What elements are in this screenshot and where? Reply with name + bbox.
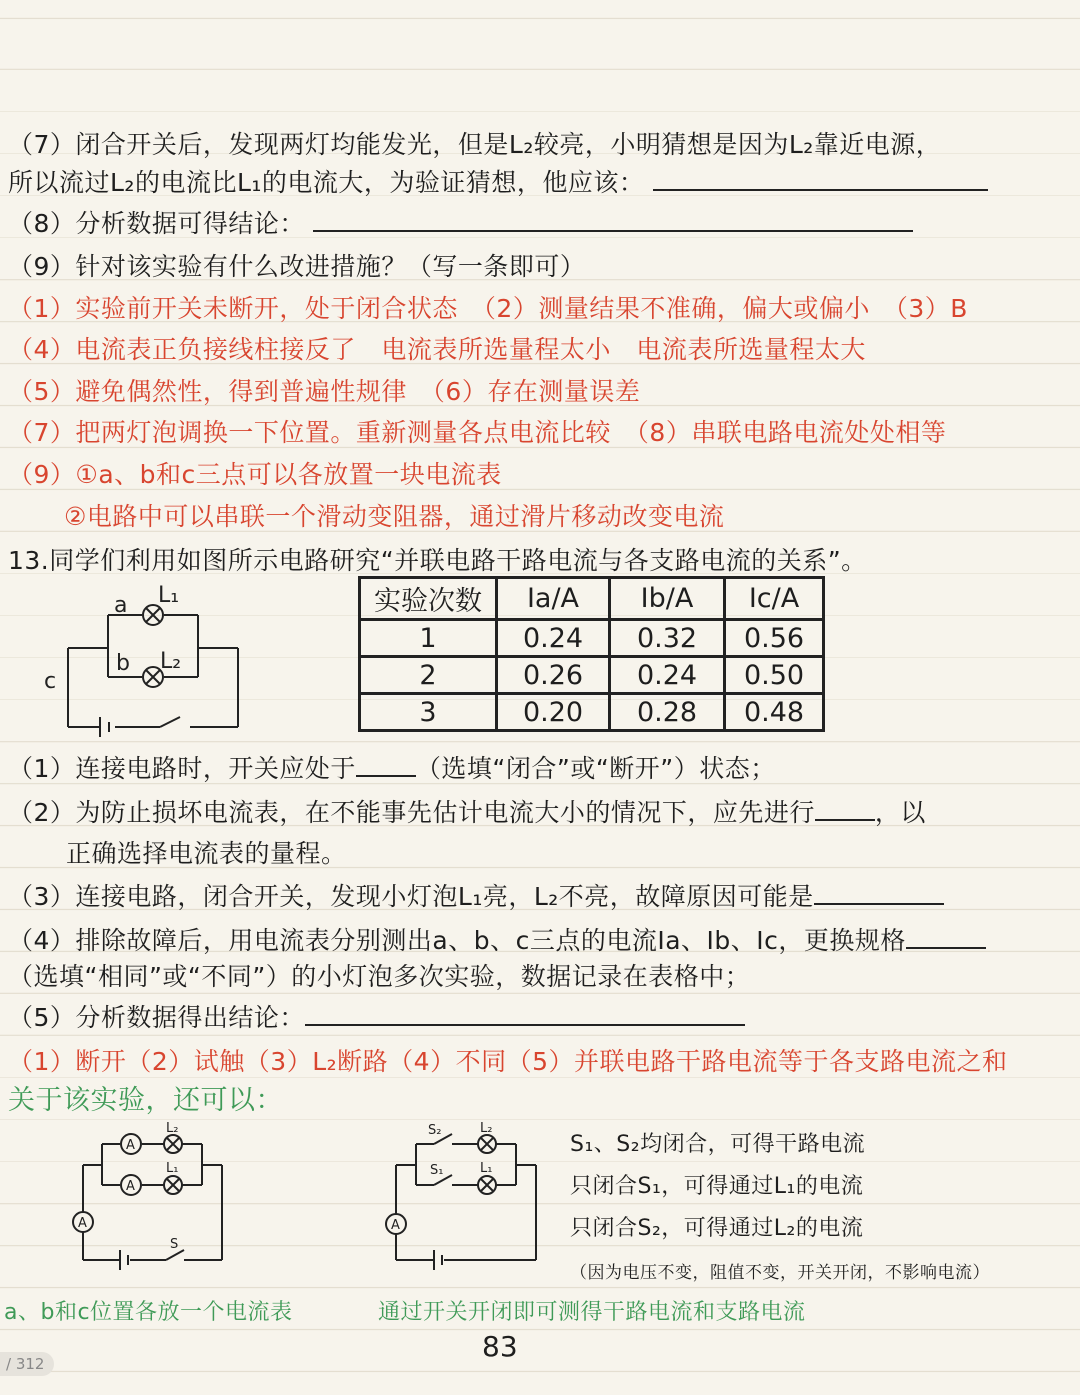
table-header-row — [360, 578, 824, 620]
table-cell: 2 — [360, 657, 497, 694]
table-cell: 0.20 — [497, 694, 610, 731]
note-4: （因为电压不变，阻值不变，开关开闭，不影响电流） — [570, 1263, 990, 1283]
table-cell: 0.32 — [610, 620, 725, 657]
q13-5 — [8, 1001, 745, 1035]
q13-2 — [8, 796, 926, 830]
table-header: Ib/A — [610, 578, 725, 620]
answer-line-5: （9）①a、b和c三点可以各放置一块电流表 — [8, 460, 502, 489]
parallel-circuit-diagram — [20, 582, 280, 742]
q7-line2 — [8, 166, 988, 200]
q13-answers: （1）断开（2）试触（3）L₂断路（4）不同（5）并联电路干路电流等于各支路电流之和 — [8, 1047, 1008, 1076]
q7-line2-text: 所以流过L₂的电流比L₁的电流大，为验证猜想，他应该： — [8, 168, 645, 197]
label-L1: L₁ — [480, 1161, 493, 1176]
q13-3-text: （3）连接电路，闭合开关，发现小灯泡L₁亮，L₂不亮，故障原因可能是 — [8, 882, 814, 911]
extension-circuit-1 — [70, 1120, 250, 1280]
table-cell: 0.26 — [497, 657, 610, 694]
q9-line: （9）针对该实验有什么改进措施？（写一条即可） — [8, 252, 586, 281]
q13-5-blank — [305, 1002, 745, 1026]
q13-2-post: ，以 — [874, 798, 926, 827]
extension-circuit-2 — [380, 1120, 560, 1280]
ammeter-label: A — [126, 1138, 135, 1153]
q13-4-line2: （选填“相同”或“不同”）的小灯泡多次实验，数据记录在表格中； — [8, 962, 751, 991]
q13-4-blank — [906, 925, 986, 949]
table-header: 实验次数 — [360, 578, 497, 620]
ammeter-label: A — [78, 1216, 87, 1231]
answer-line-2: （4）电流表正负接线柱接反了 电流表所选量程太小 电流表所选量程太大 — [8, 335, 866, 364]
q8-line — [8, 207, 913, 241]
q13-1-post: （选填“闭合”或“断开”）状态； — [415, 754, 776, 783]
q13-3 — [8, 880, 944, 914]
table-cell: 0.50 — [725, 657, 824, 694]
q13-2-blank — [815, 797, 875, 821]
page-indicator: / 312 — [0, 1352, 54, 1376]
note-1: S₁、S₂均闭合，可得干路电流 — [570, 1132, 866, 1157]
q13-2-line2: 正确选择电流表的量程。 — [66, 839, 347, 868]
label-S: S — [170, 1237, 179, 1252]
label-L2: L₂ — [480, 1121, 493, 1136]
table-header: Ic/A — [725, 578, 824, 620]
extension-heading: 关于该实验，还可以： — [8, 1085, 283, 1116]
table-cell: 0.24 — [610, 657, 725, 694]
label-a: a — [114, 593, 128, 618]
caption-1: a、b和c位置各放一个电流表 — [4, 1300, 293, 1325]
table-row — [360, 694, 824, 731]
ammeter-label: A — [391, 1218, 400, 1233]
q13-1-pre: （1）连接电路时，开关应处于 — [8, 754, 356, 783]
label-S2: S₂ — [428, 1123, 442, 1138]
ammeter-label: A — [126, 1179, 135, 1194]
q8-answer-blank — [313, 208, 913, 232]
q7-line1: （7）闭合开关后，发现两灯均能发光，但是L₂较亮，小明猜想是因为L₂靠近电源， — [8, 130, 942, 159]
q13-4-line1 — [8, 924, 986, 958]
note-3: 只闭合S₂，可得通过L₂的电流 — [570, 1216, 864, 1241]
q8-text: （8）分析数据可得结论： — [8, 209, 305, 238]
q13-4-text: （4）排除故障后，用电流表分别测出a、b、c三点的电流Ia、Ib、Ic，更换规格 — [8, 926, 906, 955]
table-cell: 0.24 — [497, 620, 610, 657]
table-header: Ia/A — [497, 578, 610, 620]
caption-2: 通过开关开闭即可测得干路电流和支路电流 — [378, 1300, 806, 1325]
table-cell: 0.56 — [725, 620, 824, 657]
label-b: b — [116, 651, 130, 676]
table-row — [360, 657, 824, 694]
label-L2: L₂ — [166, 1121, 179, 1136]
q13-5-text: （5）分析数据得出结论： — [8, 1003, 305, 1032]
q7-answer-blank — [653, 167, 988, 191]
q13-3-blank — [814, 881, 944, 905]
page-number: 83 — [482, 1330, 518, 1363]
label-S1: S₁ — [430, 1163, 444, 1178]
table-cell: 0.28 — [610, 694, 725, 731]
q13-title: 13.同学们利用如图所示电路研究“并联电路干路电流与各支路电流的关系”。 — [8, 546, 867, 575]
table-cell: 3 — [360, 694, 497, 731]
data-table — [358, 576, 825, 732]
q13-1-blank — [356, 753, 416, 777]
answer-line-4: （7）把两灯泡调换一下位置。重新测量各点电流比较 （8）串联电路电流处处相等 — [8, 418, 947, 447]
table-row — [360, 620, 824, 657]
label-L2: L₂ — [160, 649, 182, 674]
q13-1 — [8, 752, 776, 786]
label-c: c — [44, 669, 57, 694]
label-L1: L₁ — [166, 1161, 179, 1176]
answer-line-3: （5）避免偶然性，得到普遍性规律 （6）存在测量误差 — [8, 377, 641, 406]
note-2: 只闭合S₁，可得通过L₁的电流 — [570, 1174, 864, 1199]
table-cell: 0.48 — [725, 694, 824, 731]
answer-line-6: ②电路中可以串联一个滑动变阻器，通过滑片移动改变电流 — [64, 502, 725, 531]
label-L1: L₁ — [158, 583, 180, 608]
answer-line-1: （1）实验前开关未断开，处于闭合状态 （2）测量结果不准确，偏大或偏小 （3）B — [8, 294, 968, 323]
table-cell: 1 — [360, 620, 497, 657]
q13-2-pre: （2）为防止损坏电流表，在不能事先估计电流大小的情况下，应先进行 — [8, 798, 815, 827]
